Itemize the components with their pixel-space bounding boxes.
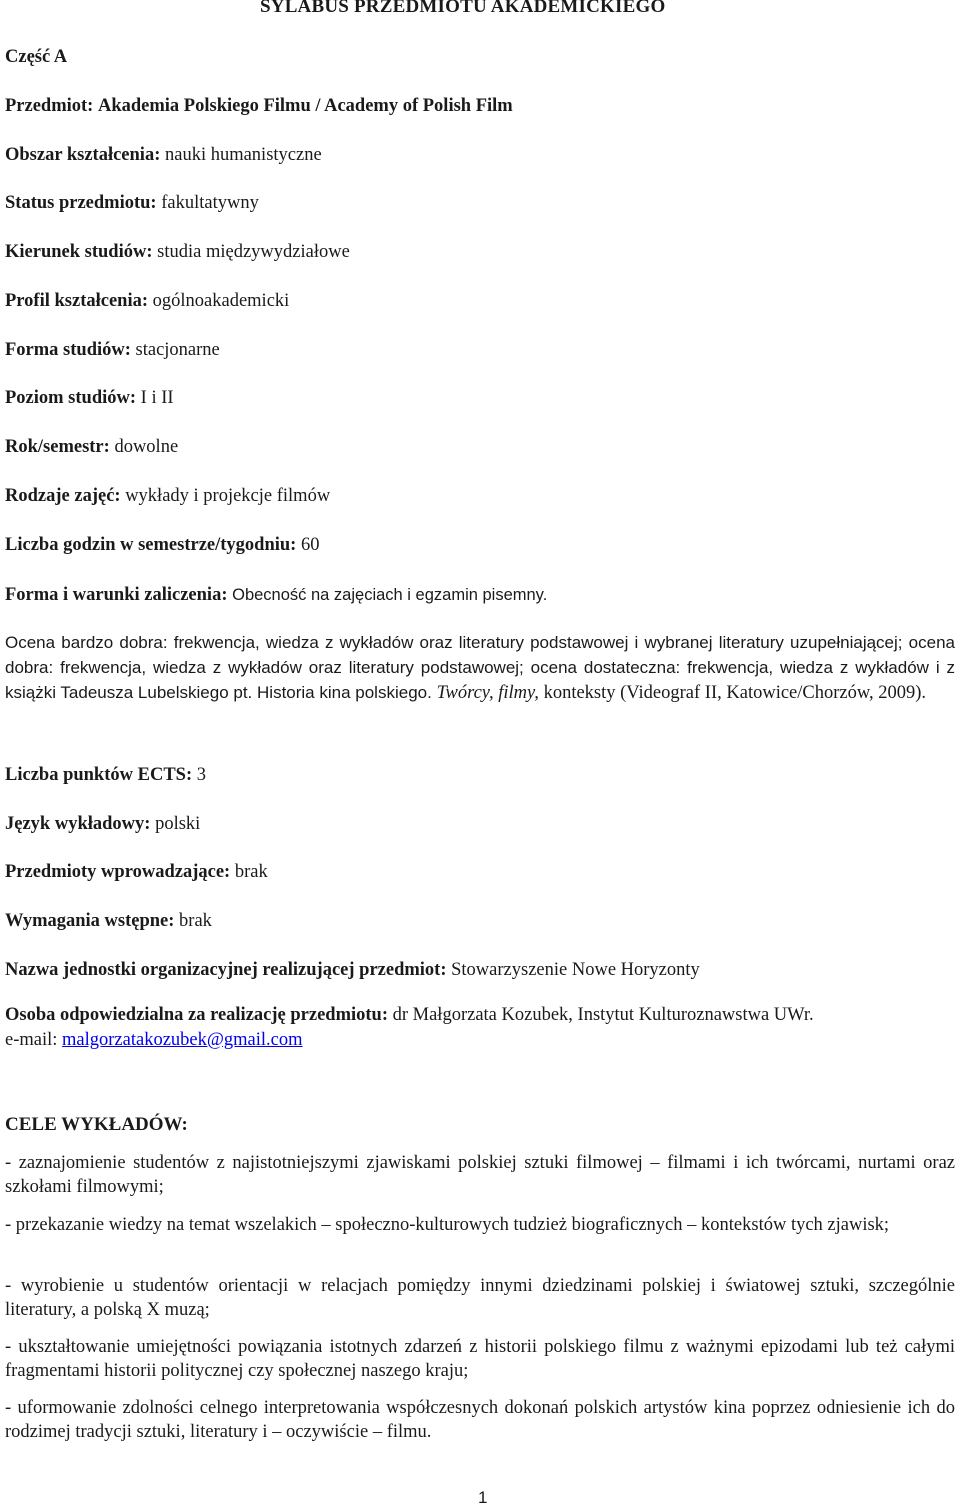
field-class-types bbox=[5, 484, 330, 508]
field-assessment bbox=[5, 583, 547, 607]
field-organizing-unit bbox=[5, 958, 700, 982]
document-title: SYLABUS PRZEDMIOTU AKADEMICKIEGO bbox=[260, 0, 666, 17]
goal-item: - przekazanie wiedzy na temat wszelakich – społeczno-kulturowych tudzież biograficznych – kontekstów tych zjawisk; bbox=[5, 1215, 890, 1235]
book-subtitle: Twórcy, filmy, bbox=[436, 683, 539, 703]
field-label: Obszar kształcenia: bbox=[5, 145, 161, 165]
part-heading: Część A bbox=[5, 47, 68, 67]
field-label: Status przedmiotu: bbox=[5, 193, 157, 213]
field-value: stacjonarne bbox=[135, 340, 220, 360]
goal-item: - wyrobienie u studentów orientacji w relacjach pomiędzy innymi dziedzinami polskiej i światowej sztuki, szczególnie literatury, a polską X muzą; bbox=[5, 1276, 955, 1320]
goal-item: - uformowanie zdolności celnego interpretowania współczesnych dokonań polskich artystów kina poprzez odniesienie ich do rodzimej tradycji sztuki, literatury i – oczywiście – filmu. bbox=[5, 1398, 955, 1442]
field-subject bbox=[5, 94, 513, 118]
field-label: Forma i warunki zaliczenia: bbox=[5, 585, 228, 605]
field-value: brak bbox=[179, 911, 212, 931]
field-value: polski bbox=[155, 814, 201, 834]
field-hours bbox=[5, 533, 319, 557]
field-value: 3 bbox=[196, 765, 206, 785]
field-ects bbox=[5, 763, 206, 787]
field-value: fakultatywny bbox=[161, 193, 259, 213]
email-label: e-mail: bbox=[5, 1030, 58, 1050]
book-rest: konteksty (Videograf II, Katowice/Chorzów, 2009). bbox=[543, 683, 927, 703]
field-label: Poziom studiów: bbox=[5, 388, 137, 408]
field-label: Wymagania wstępne: bbox=[5, 911, 175, 931]
field-label: Przedmioty wprowadzające: bbox=[5, 862, 231, 882]
field-value: 60 bbox=[300, 535, 320, 555]
responsible-person bbox=[5, 1003, 955, 1053]
field-value: brak bbox=[234, 862, 268, 882]
goal-item: - ukształtowanie umiejętności powiązania istotnych zdarzeń z historii polskiego filmu z ważnymi epizodami lub też całymi fragmentami historii politycznej czy społecznej naszego kraju; bbox=[5, 1337, 955, 1381]
field-study-form bbox=[5, 338, 220, 362]
part-label bbox=[5, 45, 67, 69]
field-status bbox=[5, 191, 259, 215]
field-label: Przedmiot: bbox=[5, 96, 94, 116]
grading-criteria bbox=[5, 630, 955, 706]
field-value: dowolne bbox=[114, 437, 179, 457]
field-requirements bbox=[5, 909, 212, 933]
email-link[interactable]: malgorzatakozubek@gmail.com bbox=[62, 1030, 303, 1050]
field-level bbox=[5, 386, 174, 410]
field-language bbox=[5, 812, 200, 836]
book-title: Historia kina polskiego. bbox=[257, 683, 432, 702]
field-label: Liczba godzin w semestrze/tygodniu: bbox=[5, 535, 297, 555]
field-value: Obecność na zajęciach i egzamin pisemny. bbox=[232, 586, 548, 604]
field-prerequisite-courses bbox=[5, 860, 268, 884]
field-label: Rodzaje zajęć: bbox=[5, 486, 121, 506]
grading-text: Ocena bardzo dobra: frekwencja, wiedza z wykładów oraz literatury podstawowej i wybranej literatury uzupełniającej; ocena dobra: frekwencja, wiedza z wykładów oraz literatury podstawowej; ocena dostateczna: frekwencja, wiedza z wykładów i z książki Tadeusza Lubelskiego pt. bbox=[5, 633, 955, 702]
field-value: wykłady i projekcje filmów bbox=[125, 486, 331, 506]
page-number: 1 bbox=[478, 1488, 488, 1507]
field-year bbox=[5, 435, 178, 459]
field-label: Forma studiów: bbox=[5, 340, 131, 360]
responsible-value: dr Małgorzata Kozubek, Instytut Kulturoznawstwa UWr. bbox=[392, 1005, 814, 1025]
field-value: nauki humanistyczne bbox=[164, 145, 322, 165]
field-label: Język wykładowy: bbox=[5, 814, 151, 834]
field-label: Rok/semestr: bbox=[5, 437, 110, 457]
field-label: Liczba punktów ECTS: bbox=[5, 765, 193, 785]
responsible-label: Osoba odpowiedzialna za realizację przedmiotu: bbox=[5, 1005, 388, 1025]
field-value: Stowarzyszenie Nowe Horyzonty bbox=[451, 960, 700, 980]
field-label: Profil kształcenia: bbox=[5, 291, 149, 311]
field-direction bbox=[5, 240, 350, 264]
field-label: Nazwa jednostki organizacyjnej realizującej przedmiot: bbox=[5, 960, 447, 980]
goal-item: - zaznajomienie studentów z najistotniejszymi zjawiskami polskiej sztuki filmowej – filmami i ich twórcami, nurtami oraz szkołami filmowymi; bbox=[5, 1153, 955, 1197]
field-area bbox=[5, 143, 322, 167]
goals-heading: CELE WYKŁADÓW: bbox=[5, 1114, 188, 1135]
field-value: studia międzywydziałowe bbox=[157, 242, 350, 262]
field-value: Akademia Polskiego Filmu / Academy of Polish Film bbox=[97, 96, 513, 116]
field-value: I i II bbox=[140, 388, 174, 408]
field-value: ogólnoakademicki bbox=[152, 291, 290, 311]
field-label: Kierunek studiów: bbox=[5, 242, 153, 262]
field-profile bbox=[5, 289, 289, 313]
